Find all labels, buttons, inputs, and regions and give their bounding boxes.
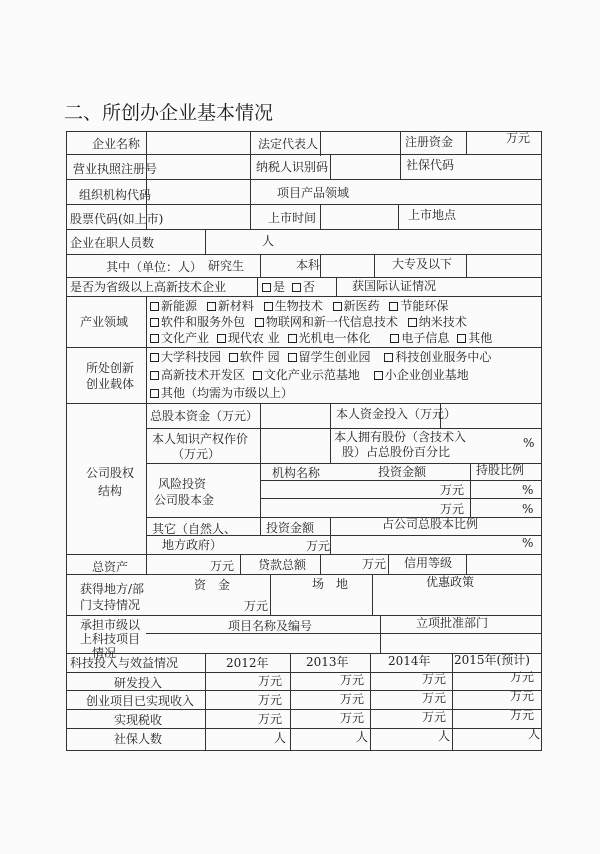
label-org-code: 组织机构代码 [79, 188, 152, 202]
label-college: 大专及以下 [392, 257, 453, 271]
year-2013: 2013年 [306, 655, 349, 669]
unit-cell: 人 [356, 730, 369, 744]
label-vc-1: 风险投资 [158, 477, 207, 491]
unit-cell: 人 [438, 729, 451, 743]
unit-cell: 万元 [510, 670, 535, 684]
unit-other: 万元 [306, 539, 331, 553]
unit-cell: 万元 [510, 708, 535, 722]
percent-own-share: % [523, 436, 535, 450]
unit-cell: 万元 [258, 693, 283, 707]
unit-total-assets: 万元 [210, 559, 235, 573]
label-bachelor: 本科 [296, 258, 321, 272]
percent-other: % [522, 536, 534, 550]
industry-line-1 [150, 299, 448, 313]
unit-funds: 万元 [244, 599, 269, 613]
industry-option[interactable]: 纳米技术 [408, 315, 467, 329]
industry-option[interactable]: 电子信息 [390, 331, 449, 345]
unit-cell: 万元 [340, 673, 365, 687]
industry-option[interactable]: 新医药 [333, 299, 380, 313]
label-total-capital: 总股本资金（万元） [150, 409, 259, 423]
label-equity-2: 结构 [98, 484, 123, 498]
industry-option[interactable]: 现代农 业 [217, 331, 280, 345]
unit-cell: 万元 [340, 692, 365, 706]
label-equity-1: 公司股权 [86, 466, 135, 480]
label-carrier-2: 创业载体 [86, 377, 135, 391]
industry-line-2 [150, 315, 467, 329]
label-ip-value-2: （万元） [172, 447, 221, 461]
row-label-tax: 实现税收 [114, 713, 163, 727]
label-own-share-1: 本人拥有股份（含技术入 [334, 430, 467, 444]
label-intl-cert: 获国际认证情况 [352, 279, 437, 293]
carrier-line-3 [150, 386, 293, 400]
unit-cell: 人 [528, 727, 541, 741]
unit-cell: 万元 [258, 674, 283, 688]
label-tax-id: 纳税人识别码 [256, 160, 329, 174]
label-total-assets: 总资产 [92, 560, 129, 574]
unit-cell: 万元 [258, 712, 283, 726]
carrier-line-1 [150, 350, 491, 364]
header-invest-amount: 投资金额 [378, 465, 427, 479]
label-among: 其中（单位：人） [106, 260, 203, 274]
label-stock-code: 股票代码(如上市) [70, 212, 164, 226]
label-company-name: 企业名称 [92, 137, 141, 151]
industry-line-3 [150, 331, 492, 345]
header-share-of-total: 占公司总股本比例 [382, 517, 479, 531]
label-own-capital: 本人资金投入（万元） [336, 407, 457, 421]
label-support-2: 门支持情况 [80, 598, 141, 612]
industry-option[interactable]: 节能环保 [389, 299, 448, 313]
unit-cell: 万元 [340, 711, 365, 725]
label-carrier-1: 所处创新 [86, 361, 135, 375]
carrier-option[interactable]: 其他（均需为市级以上） [150, 386, 293, 400]
label-other-2: 地方政府） [162, 538, 223, 552]
label-own-share-2: 股）占总股份百分比 [342, 445, 451, 459]
percent-vc-1: % [522, 483, 534, 497]
industry-option[interactable]: 其他 [457, 331, 492, 345]
carrier-option[interactable]: 留学生创业园 [288, 350, 371, 364]
label-other-1: 其它（自然人、 [152, 522, 237, 536]
unit-employees: 人 [262, 234, 275, 248]
unit-cell: 万元 [422, 691, 447, 705]
industry-option[interactable]: 物联网和新一代信息技术 [255, 315, 398, 329]
unit-loan-total: 万元 [362, 557, 387, 571]
label-listing-place: 上市地点 [408, 208, 457, 222]
unit-vc-2: 万元 [440, 502, 465, 516]
industry-option[interactable]: 生物技术 [264, 299, 323, 313]
carrier-option[interactable]: 大学科技园 [150, 350, 221, 364]
checkbox-no[interactable] [292, 283, 301, 292]
label-vc-2: 公司股本金 [154, 493, 215, 507]
label-loan-total: 贷款总额 [258, 558, 307, 572]
carrier-option[interactable]: 小企业创业基地 [374, 368, 469, 382]
carrier-option[interactable]: 高新技术开发区 [150, 368, 245, 382]
header-approval-dept: 立项批准部门 [416, 616, 489, 630]
industry-option[interactable]: 新能源 [150, 299, 197, 313]
label-reg-capital: 注册资金 [405, 135, 454, 149]
label-credit-grade: 信用等级 [404, 556, 453, 570]
label-product-field: 项目产品领域 [277, 186, 350, 200]
row-label-social: 社保人数 [114, 732, 163, 746]
unit-cell: 万元 [422, 710, 447, 724]
unit-cell: 万元 [510, 689, 535, 703]
unit-cell: 万元 [422, 672, 447, 686]
checkbox-yes[interactable] [262, 283, 271, 292]
label-ip-value-1: 本人知识产权作价 [152, 432, 249, 446]
carrier-option[interactable]: 科技创业服务中心 [384, 350, 491, 364]
header-holding-ratio: 持股比例 [476, 463, 525, 477]
label-industry: 产业领域 [80, 315, 129, 329]
carrier-line-2 [150, 368, 469, 382]
label-projects-1: 承担市级以 [80, 618, 141, 632]
label-projects-2: 上科技项目 [80, 632, 141, 646]
percent-vc-2: % [522, 502, 534, 516]
label-social-code: 社保代码 [406, 158, 455, 172]
label-hightech: 是否为省级以上高新技术企业 [70, 280, 227, 294]
header-inst-name: 机构名称 [272, 466, 321, 480]
label-employees: 企业在职人员数 [70, 236, 155, 250]
unit-reg-capital: 万元 [506, 131, 531, 145]
carrier-option[interactable]: 软件 园 [229, 350, 280, 364]
label-listing-time: 上市时间 [268, 211, 317, 225]
option-no[interactable]: 否 [292, 280, 315, 294]
year-2015: 2015年(预计) [454, 653, 530, 667]
label-benefit-title: 科技投入与效益情况 [70, 656, 179, 670]
industry-option[interactable]: 新材料 [207, 299, 254, 313]
header-site: 场 地 [312, 577, 349, 591]
header-invest-amount-2: 投资金额 [266, 521, 315, 535]
carrier-option[interactable]: 文化产业示范基地 [253, 368, 360, 382]
industry-option[interactable]: 光机电一体化 [288, 331, 371, 345]
industry-option[interactable]: 软件和服务外包 [150, 315, 245, 329]
label-reg-no: 营业执照注册号 [73, 162, 158, 176]
label-support-1: 获得地方/部 [80, 582, 145, 596]
unit-cell: 人 [274, 731, 287, 745]
year-2012: 2012年 [226, 656, 269, 670]
label-projects-3: 情况 [92, 646, 117, 660]
year-2014: 2014年 [388, 654, 431, 668]
header-project-name: 项目名称及编号 [228, 619, 313, 633]
header-policy: 优惠政策 [426, 575, 475, 589]
option-yes[interactable]: 是 [262, 280, 285, 294]
unit-vc-1: 万元 [440, 483, 465, 497]
header-funds: 资 金 [194, 578, 231, 592]
row-label-rnd: 研发投入 [114, 676, 163, 690]
section-heading: 二、所创办企业基本情况 [64, 102, 274, 124]
row-label-revenue: 创业项目已实现收入 [86, 694, 195, 708]
industry-option[interactable]: 文化产业 [150, 331, 209, 345]
label-grad: 研究生 [208, 259, 245, 273]
label-legal-rep: 法定代表人 [258, 137, 319, 151]
